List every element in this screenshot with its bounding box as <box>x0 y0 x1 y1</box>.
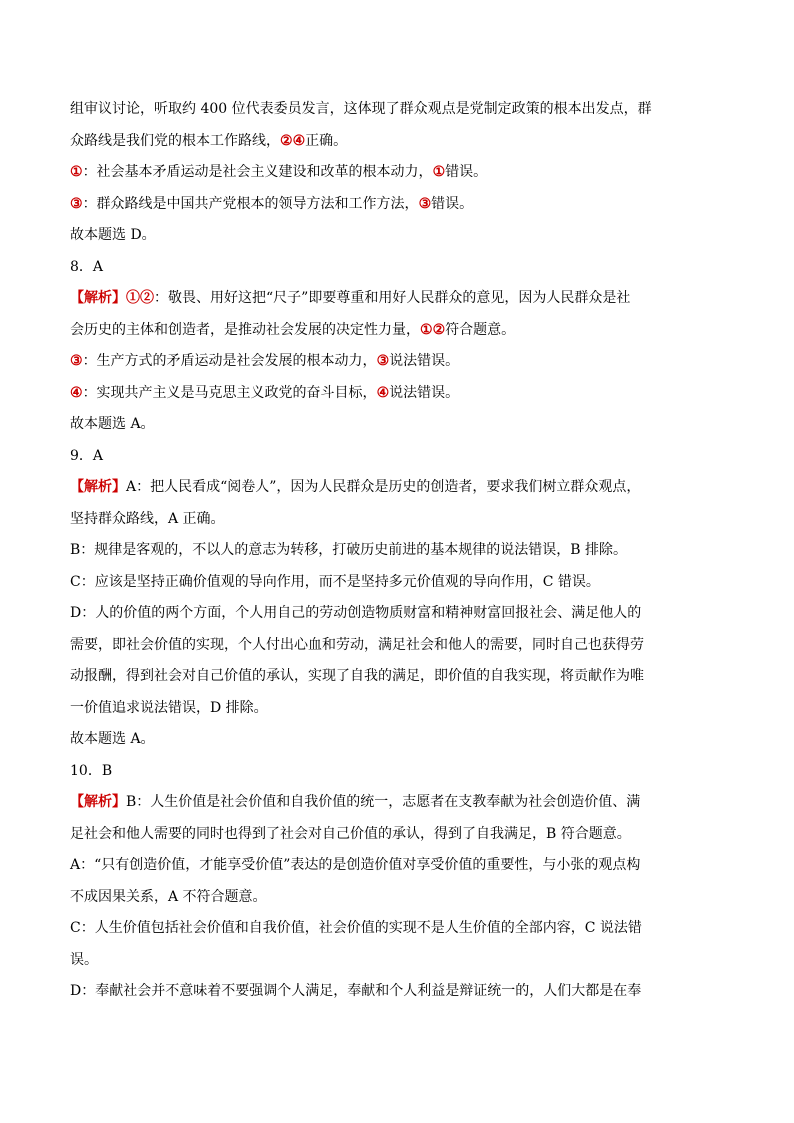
answer-heading: 10．B <box>70 762 113 779</box>
text-line: 【解析】B：人生价值是社会价值和自我价值的统一，志愿者在支教奉献为社会创造价值、满 <box>70 794 641 810</box>
text-line: 动报酬，得到社会对自己价值的承认，实现了自我的满足，即价值的自我实现，将贡献作为唯 <box>70 668 644 684</box>
text-line: 故本题选 D。 <box>70 227 156 243</box>
text-line: 【解析】A：把人民看成“阅卷人”，因为人民群众是历史的创造者，要求我们树立群众观点， <box>70 479 641 495</box>
text-line: 会历史的主体和创造者，是推动社会发展的决定性力量，①②符合题意。 <box>70 321 516 338</box>
text-line: 【解析】①②：敬畏、用好这把“尺子”即要尊重和用好人民群众的意见，因为人民群众是社 <box>70 290 631 306</box>
text-line: C：应该是坚持正确价值观的导向作用，而不是坚持多元价值观的导向作用，C 错误。 <box>70 573 600 590</box>
text-line: 一价值追求说法错误，D 排除。 <box>70 699 268 716</box>
document-page <box>70 94 725 1008</box>
answer-heading: 8．A <box>70 258 104 275</box>
text-line: ③：生产方式的矛盾运动是社会发展的根本动力，③说法错误。 <box>70 353 460 369</box>
text-line: 坚持群众路线，A 正确。 <box>70 510 225 527</box>
text-line: 故本题选 A。 <box>70 731 155 747</box>
text-line: D：奉献社会并不意味着不要强调个人满足，奉献和个人利益是辩证统一的，人们大都是在奉 <box>70 983 642 999</box>
text-line: D：人的价值的两个方面，个人用自己的劳动创造物质财富和精神财富回报社会、满足他人的 <box>70 605 642 621</box>
text-line: ③：群众路线是中国共产党根本的领导方法和工作方法，③错误。 <box>70 195 474 212</box>
text-line: ④：实现共产主义是马克思主义政党的奋斗目标，④说法错误。 <box>70 384 460 401</box>
text-line: 误。 <box>70 951 98 968</box>
text-line: 组审议讨论，听取约 400 位代表委员发言，这体现了群众观点是党制定政策的根本出发点，群 <box>70 101 652 117</box>
answer-heading: 9．A <box>70 447 104 464</box>
text-line: A：“只有创造价值，才能享受价值”表达的是创造价值对享受价值的重要性，与小张的观点构 <box>70 857 641 873</box>
text-line: 不成因果关系，A 不符合题意。 <box>70 888 267 905</box>
text-line: B：规律是客观的，不以人的意志为转移，打破历史前进的基本规律的说法错误，B 排除。 <box>70 542 628 558</box>
text-line: 需要，即社会价值的实现，个人付出心血和劳动，满足社会和他人的需要，同时自己也获得劳 <box>70 636 644 653</box>
text-line: 众路线是我们党的根本工作路线，②④正确。 <box>70 132 348 149</box>
text-line: 故本题选 A。 <box>70 416 155 432</box>
text-line: C：人生价值包括社会价值和自我价值，社会价值的实现不是人生价值的全部内容，C 说法错 <box>70 920 642 936</box>
text-line: 足社会和他人需要的同时也得到了社会对自己价值的承认，得到了自我满足，B 符合题意。 <box>70 825 631 842</box>
text-line: ①：社会基本矛盾运动是社会主义建设和改革的根本动力，①错误。 <box>70 164 488 180</box>
